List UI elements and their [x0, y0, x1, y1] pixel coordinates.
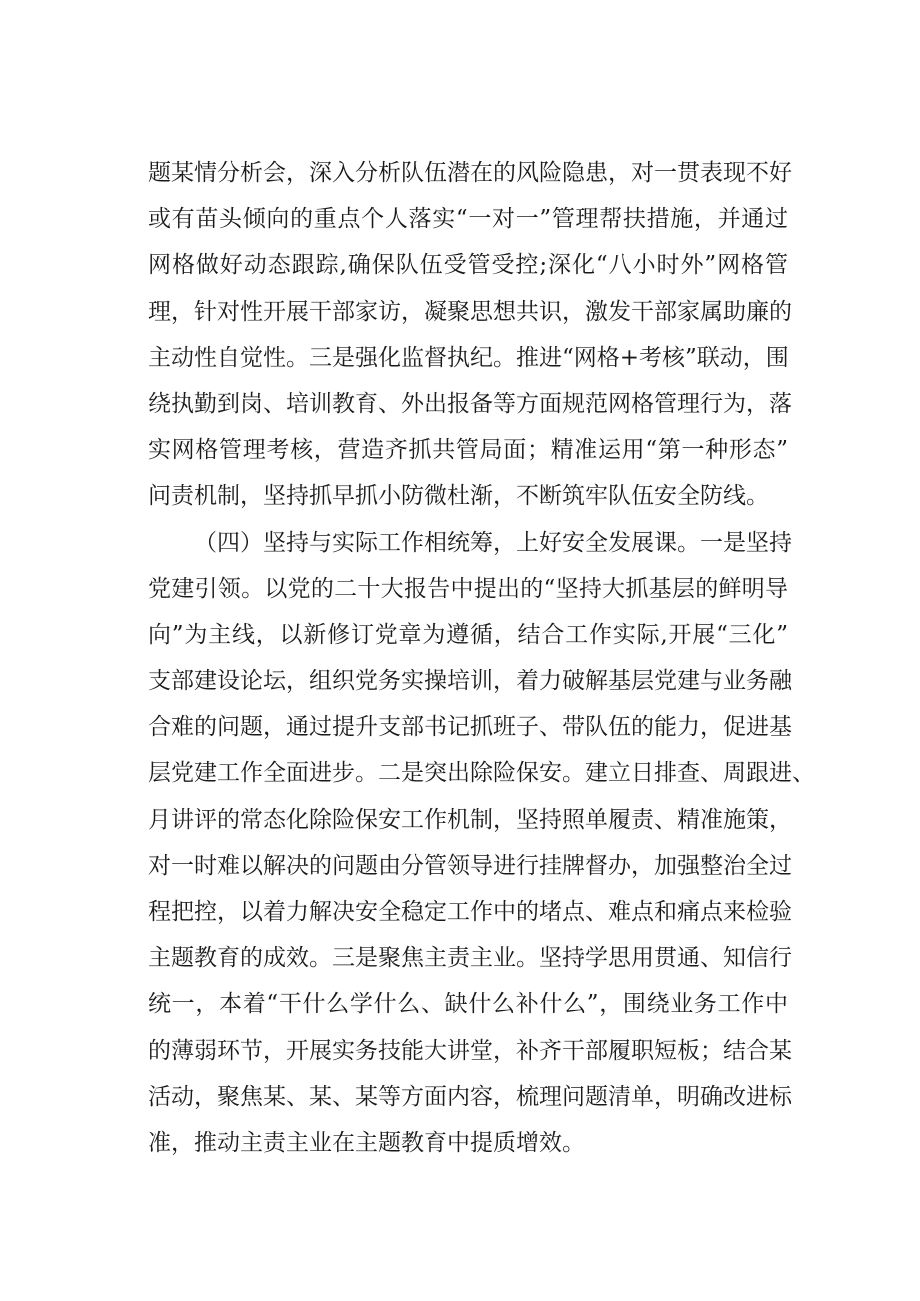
text-line: 向”为主线，以新修订党章为遵循，结合工作实际,开展“三化” [148, 621, 788, 648]
text-line: 的薄弱环节，开展实务技能大讲堂，补齐干部履职短板；结合某 [148, 1037, 792, 1064]
text-line: 党建引领。以党的二十大报告中提出的“坚持大抓基层的鲜明导 [148, 575, 788, 602]
text-line: 网格做好动态跟踪,确保队伍受管受控;深化“八小时外”网格管 [148, 252, 788, 279]
text-line: 主题教育的成效。三是聚焦主责主业。坚持学思用贯通、知信行 [148, 945, 792, 972]
text-line: 活动，聚焦某、某、某等方面内容，梳理问题清单，明确改进标 [148, 1083, 792, 1110]
text-line: 理，针对性开展干部家访，凝聚思想共识，激发干部家属助廉的 [148, 298, 792, 325]
text-line: 实网格管理考核，营造齐抓共管局面；精准运用“第一种形态” [148, 437, 788, 464]
text-line: 或有苗头倾向的重点个人落实“一对一”管理帮扶措施，并通过 [148, 206, 788, 233]
text-line: 层党建工作全面进步。二是突出除险保安。建立日排查、周跟进、 [148, 760, 815, 787]
text-line: 准，推动主责主业在主题教育中提质增效。 [148, 1129, 585, 1156]
text-line: 程把控，以着力解决安全稳定工作中的堵点、难点和痛点来检验 [148, 899, 792, 925]
text-line: 统一，本着“干什么学什么、缺什么补什么”，围绕业务工作中 [148, 991, 788, 1018]
text-line: 题某情分析会，深入分析队伍潜在的风险隐患，对一贯表现不好 [148, 160, 792, 186]
text-line: 绕执勤到岗、培训教育、外出报备等方面规范网格管理行为，落 [148, 390, 792, 417]
text-line: 主动性自觉性。三是强化监督执纪。推进“网格+考核”联动，围 [148, 344, 789, 371]
text-line: 合难的问题，通过提升支部书记抓班子、带队伍的能力，促进基 [148, 714, 792, 741]
text-line: 月讲评的常态化除险保安工作机制，坚持照单履责、精准施策， [148, 806, 792, 833]
document-body [148, 150, 815, 1166]
text-line: 问责机制，坚持抓早抓小防微杜渐，不断筑牢队伍安全防线。 [148, 483, 769, 510]
section-heading-line: （四）坚持与实际工作相统筹，上好安全发展课。一是坚持 [194, 529, 792, 556]
text-line: 支部建设论坛，组织党务实操培训，着力破解基层党建与业务融 [148, 668, 792, 695]
text-line: 对一时难以解决的问题由分管领导进行挂牌督办，加强整治全过 [148, 852, 792, 879]
